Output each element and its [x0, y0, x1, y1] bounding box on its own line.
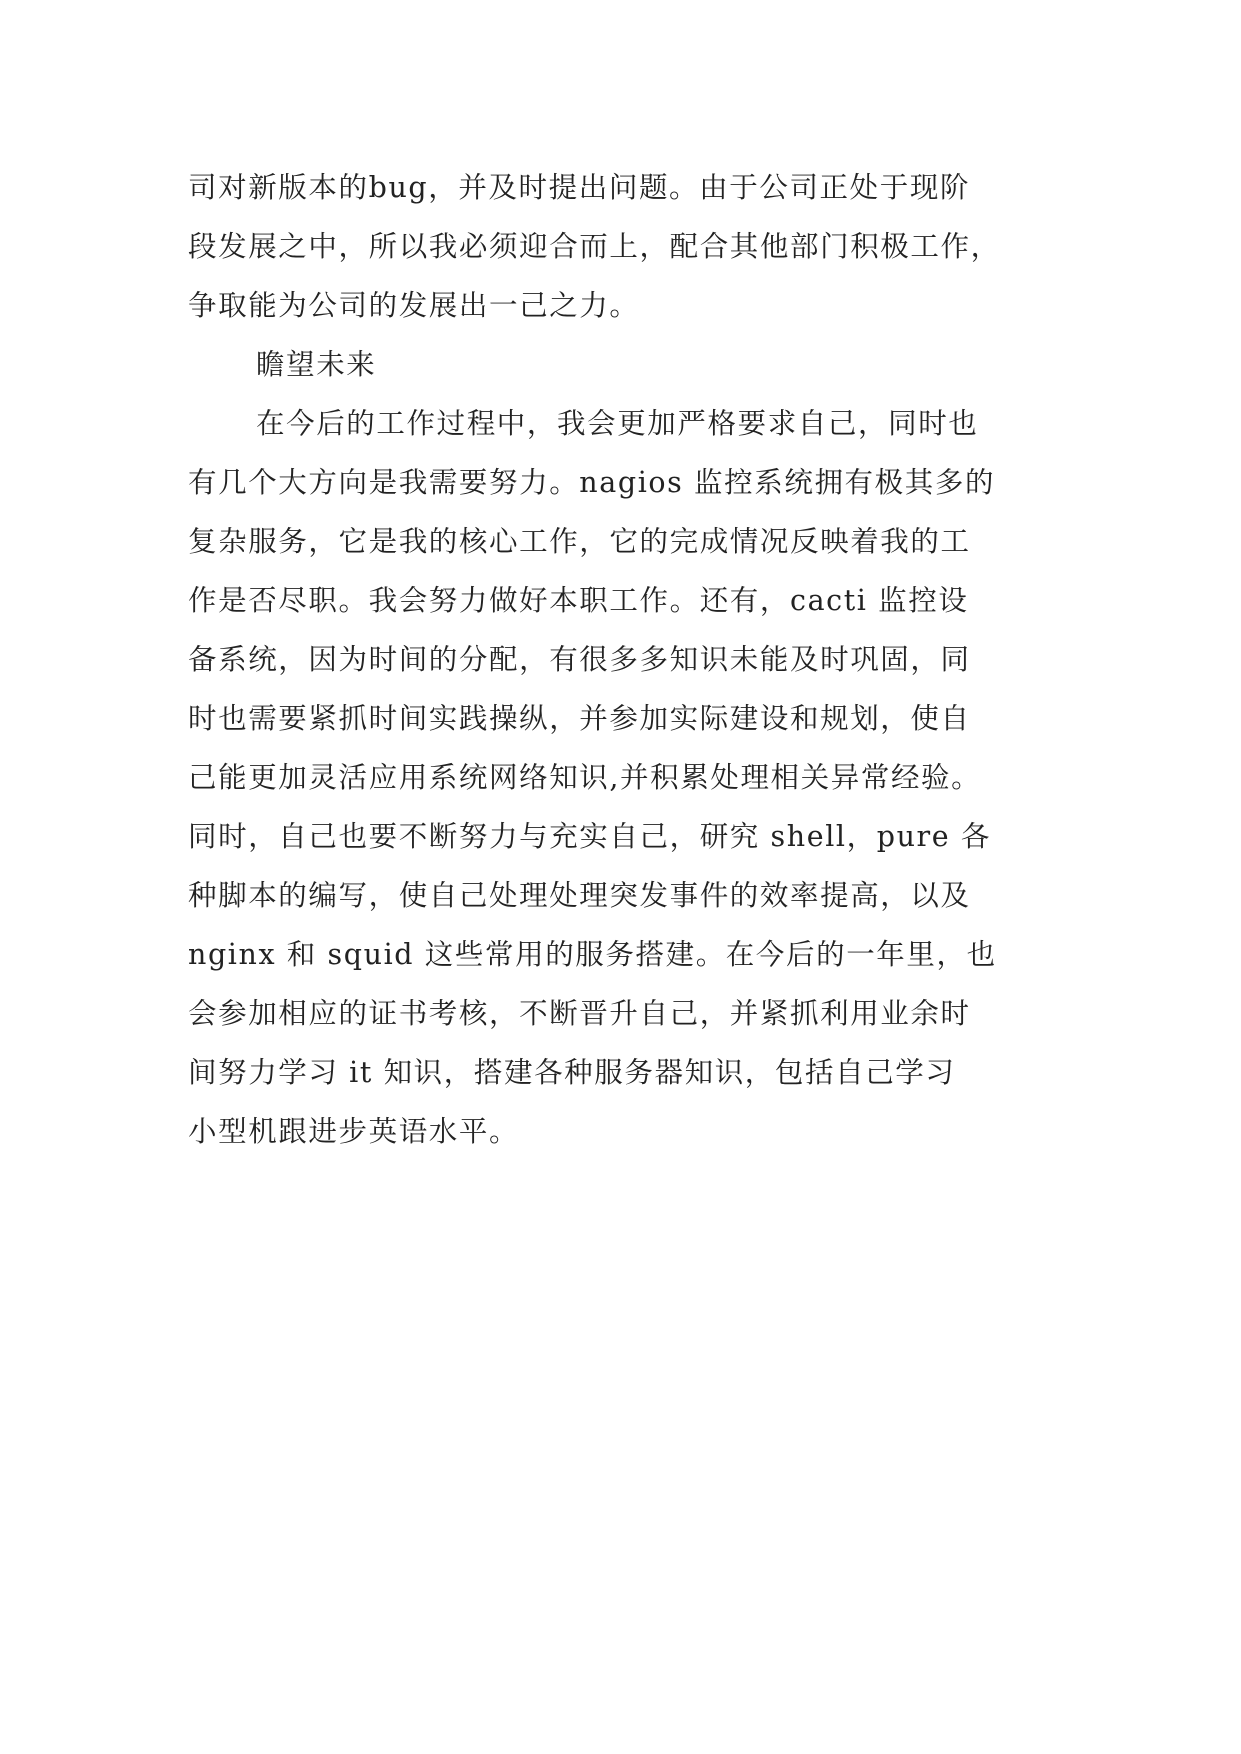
text-line: 间努力学习 it 知识，搭建各种服务器知识，包括自己学习 — [188, 1056, 956, 1089]
text-line: 争取能为公司的发展出一己之力。 — [188, 289, 640, 322]
text-line: nginx 和 squid 这些常用的服务搭建。在今后的一年里，也 — [188, 938, 997, 971]
text-line: 会参加相应的证书考核，不断晋升自己，并紧抓利用业余时 — [188, 997, 971, 1030]
text-line: 在今后的工作过程中，我会更加严格要求自己，同时也 — [256, 407, 979, 440]
paragraph-future-plan — [188, 394, 1058, 1161]
text-line: 复杂服务，它是我的核心工作，它的完成情况反映着我的工 — [188, 525, 971, 558]
document-body — [188, 158, 1058, 1161]
text-line: 种脚本的编写，使自己处理处理突发事件的效率提高，以及 — [188, 879, 971, 912]
text-line: 有几个大方向是我需要努力。nagios 监控系统拥有极其多的 — [188, 466, 996, 499]
text-line: 时也需要紧抓时间实践操纵，并参加实际建设和规划，使自 — [188, 702, 971, 735]
text-line: 同时，自己也要不断努力与充实自己，研究 shell，pure 各 — [188, 820, 991, 853]
text-line: 备系统，因为时间的分配，有很多多知识未能及时巩固，同 — [188, 643, 971, 676]
text-line: 段发展之中，所以我必须迎合而上，配合其他部门积极工作， — [188, 230, 1001, 263]
paragraph-continued — [188, 158, 1058, 335]
text-line: 己能更加灵活应用系统网络知识,并积累处理相关异常经验。 — [188, 761, 982, 794]
text-line: 小型机跟进步英语水平。 — [188, 1115, 520, 1148]
text-line: 作是否尽职。我会努力做好本职工作。还有，cacti 监控设 — [188, 584, 969, 617]
text-line: 司对新版本的bug，并及时提出问题。由于公司正处于现阶 — [188, 171, 971, 204]
section-heading: 瞻望未来 — [256, 348, 377, 381]
